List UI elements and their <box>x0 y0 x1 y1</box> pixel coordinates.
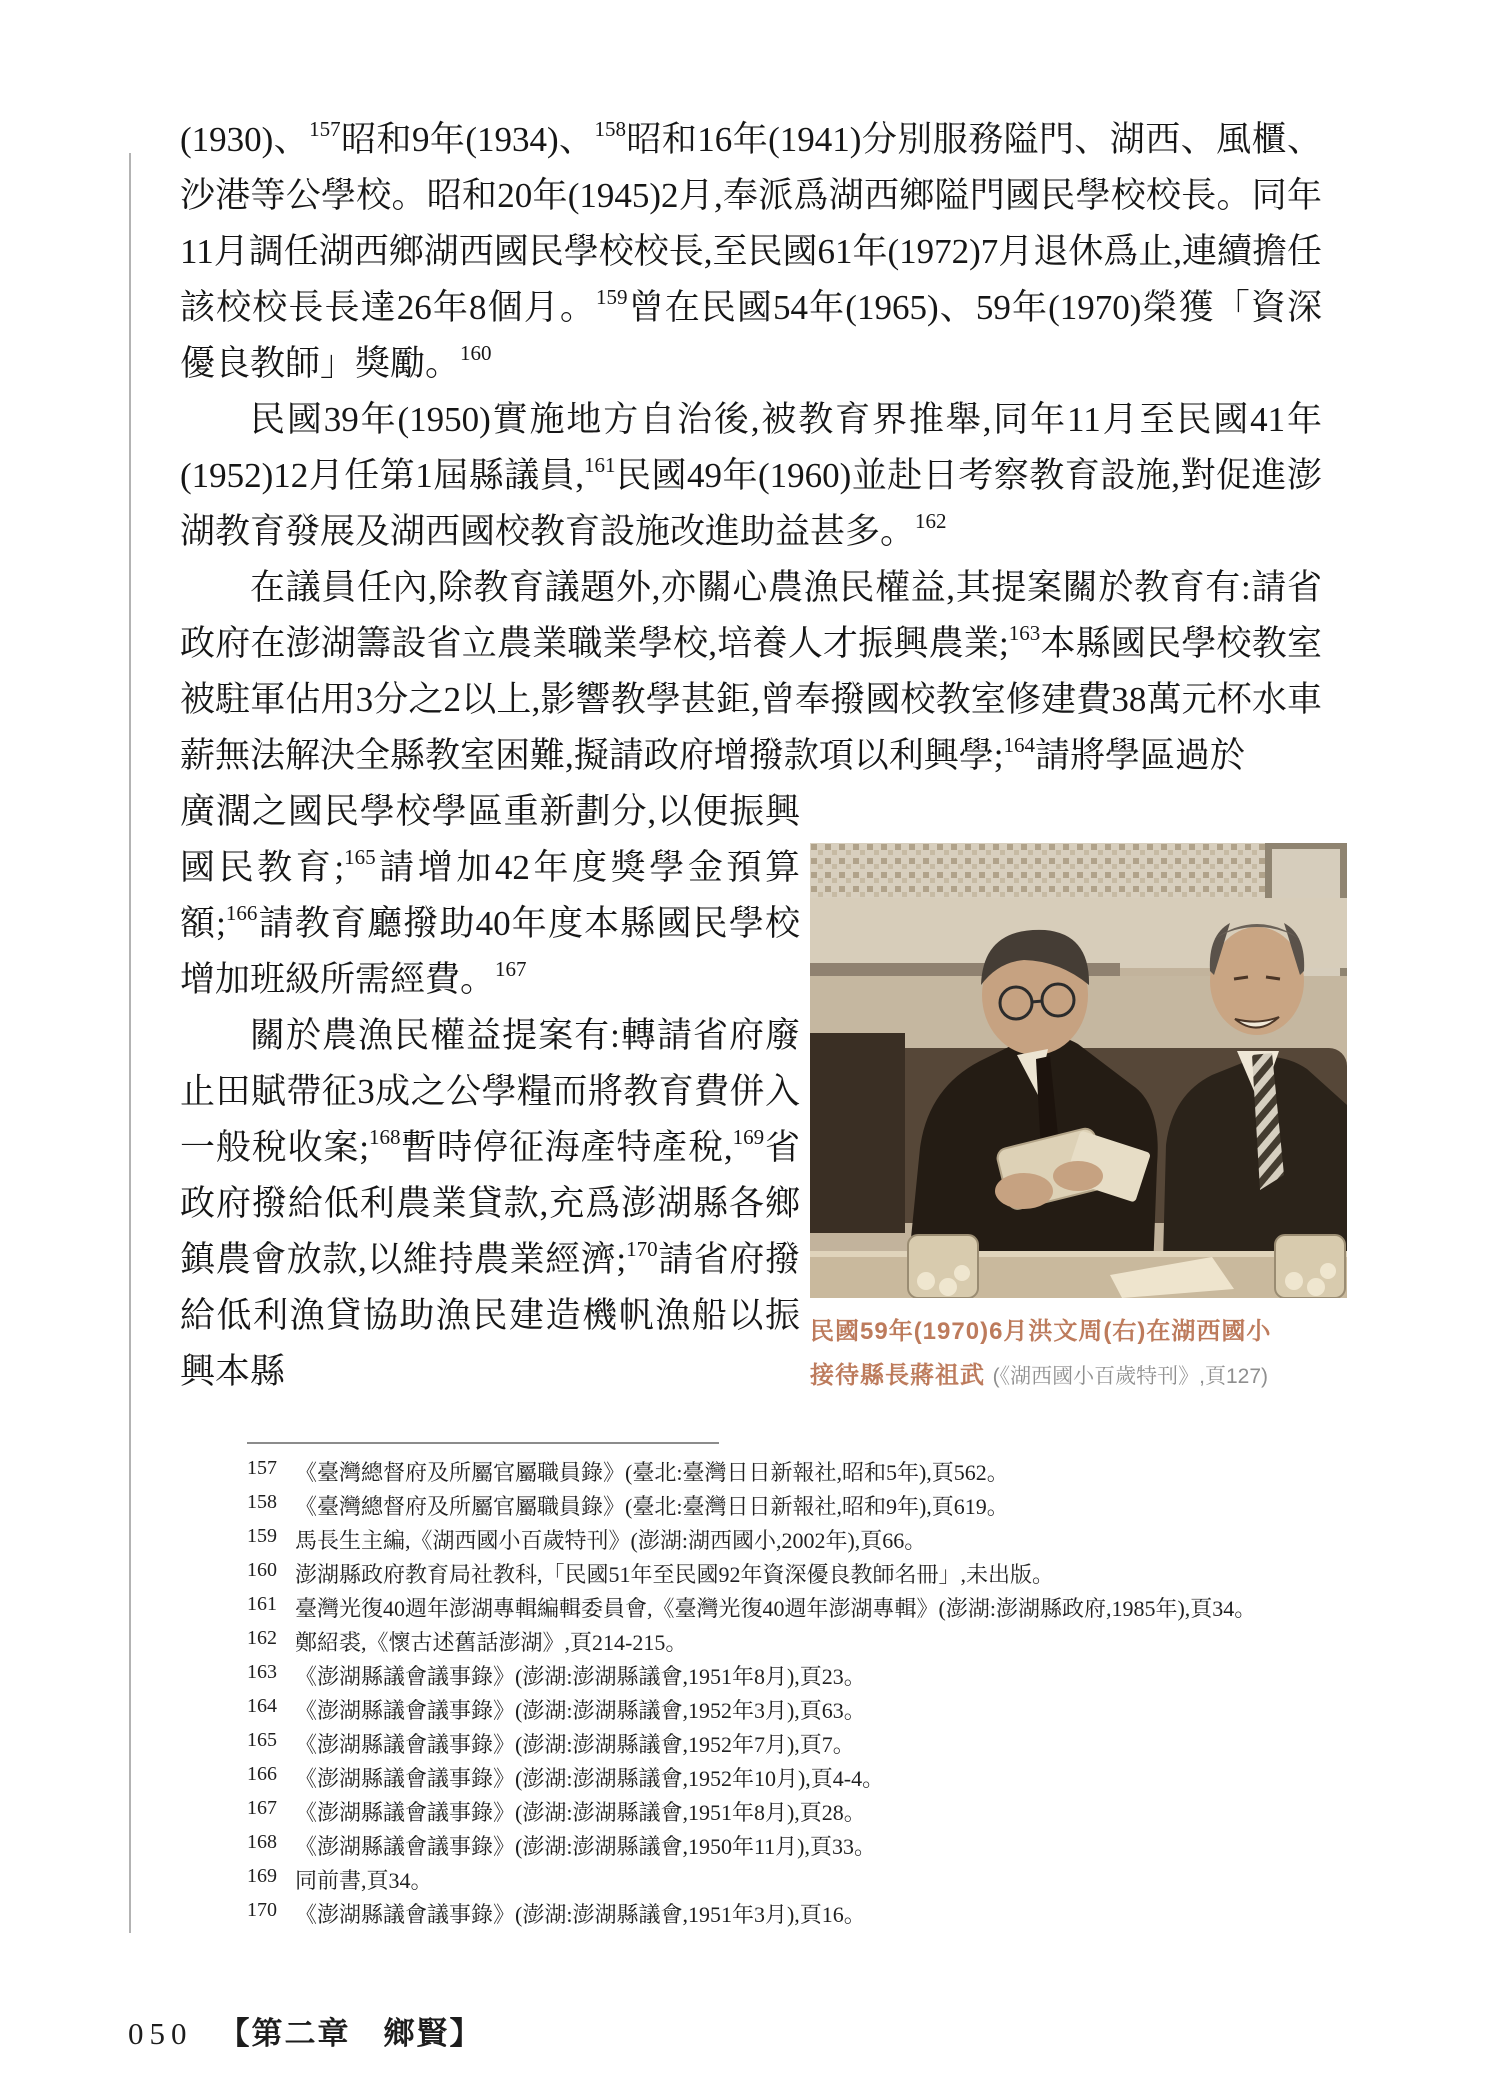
footnote-text: 《臺灣總督府及所屬官屬職員錄》(臺北:臺灣日日新報社,昭和9年),頁619。 <box>295 1494 1009 1519</box>
footnote-number: 158 <box>247 1491 277 1513</box>
footnote-number: 164 <box>247 1695 277 1717</box>
footnote-item <box>247 1490 1365 1524</box>
footnote-number: 166 <box>247 1763 277 1785</box>
footnote-number: 169 <box>247 1865 277 1887</box>
footnote-item <box>247 1694 1365 1728</box>
footnote-text: 《澎湖縣議會議事錄》(澎湖:澎湖縣議會,1952年7月),頁7。 <box>295 1732 855 1757</box>
page-number: 050 <box>128 2016 193 2051</box>
caption-source: (《湖西國小百歲特刊》,頁127) <box>992 1365 1269 1388</box>
text-run: 暫時停征海產特產稅, <box>400 1128 733 1167</box>
photo-caption <box>810 1310 1347 1399</box>
footnote-text: 《澎湖縣議會議事錄》(澎湖:澎湖縣議會,1952年10月),頁4-4。 <box>295 1766 885 1791</box>
footnote-number: 168 <box>247 1831 277 1853</box>
footnote-ref: 162 <box>915 509 947 534</box>
footnote-number: 160 <box>247 1559 277 1581</box>
footnote-ref: 157 <box>309 117 341 142</box>
text-run: 民國39年(1950)實施地方自治後,被教育界推舉,同年11月至民國41年(1952)12月任第1屆縣議員, <box>180 400 1322 495</box>
text-run: 民國49年(1960)並赴日考察教育設施,對促進澎湖教育發展及湖西國校教育設施改進助益甚多。 <box>180 456 1323 551</box>
footnote-item <box>247 1898 1365 1932</box>
footnote-item <box>247 1558 1365 1592</box>
sepia-photo <box>810 843 1347 1298</box>
paragraph-3-narrow <box>180 784 800 1008</box>
caption-line-2 <box>810 1354 1347 1399</box>
footnote-number: 170 <box>247 1899 277 1921</box>
footnote-ref: 164 <box>1003 733 1035 758</box>
footnote-number: 161 <box>247 1593 277 1615</box>
caption-line-2-main: 接待縣長蔣祖武 <box>810 1362 985 1389</box>
text-run: 請教育廳撥助40年度本縣國民學校增加班級所需經費。 <box>180 904 800 999</box>
footnote-item <box>247 1864 1365 1898</box>
left-margin-rule <box>129 153 131 1933</box>
footnote-text: 《澎湖縣議會議事錄》(澎湖:澎湖縣議會,1950年11月),頁33。 <box>295 1834 876 1859</box>
footnote-ref: 160 <box>460 341 492 366</box>
footnote-text: 《澎湖縣議會議事錄》(澎湖:澎湖縣議會,1952年3月),頁63。 <box>295 1698 866 1723</box>
text-run: 關於農漁民權益提案有:轉請省府廢止田賦帶征3成之公學糧而將教育費併入一般稅收案; <box>180 1016 800 1167</box>
footnote-number: 162 <box>247 1627 277 1649</box>
text-run: 廣濶之國民學校學區重新劃分,以便振興國民教育; <box>180 792 800 887</box>
text-run: 昭和16年(1941)分別服務隘門、湖西、風櫃、沙港等公學校。昭和20年(1945)2月,奉派爲湖西鄉隘門國民學校校長。同年11月調任湖西鄉湖西國民學校校長,至民國61年(1972)7月退休爲止,連續擔任該校校長長達26年8個月。 <box>180 120 1323 327</box>
footnote-item <box>247 1728 1365 1762</box>
text-run: 請省府撥給低利漁貸協助漁民建造機帆漁船以振興本縣 <box>180 1240 800 1391</box>
footnote-ref: 169 <box>732 1125 765 1150</box>
paragraph-4 <box>180 1008 800 1400</box>
footnote-ref: 166 <box>225 901 258 926</box>
footnote-separator <box>247 1442 719 1444</box>
footnote-item <box>247 1456 1365 1490</box>
footnote-item <box>247 1796 1365 1830</box>
footnote-ref: 170 <box>626 1237 658 1262</box>
text-run: 請增加42年度獎學金預算額; <box>180 848 800 943</box>
footnote-number: 163 <box>247 1661 277 1683</box>
paragraph-3-wide <box>180 560 1322 784</box>
footnote-text: 《臺灣總督府及所屬官屬職員錄》(臺北:臺灣日日新報社,昭和5年),頁562。 <box>295 1460 1009 1485</box>
footnote-item <box>247 1592 1365 1626</box>
footnote-ref: 168 <box>368 1125 401 1150</box>
text-run: 本縣國民學校教室被駐軍佔用3分之2以上,影響教學甚鉅,曾奉撥國校教室修建費38萬元杯水車薪無法解決全縣教室困難,擬請政府增撥款項以利興學; <box>180 624 1322 775</box>
footnote-item <box>247 1762 1365 1796</box>
glass-right <box>1275 1235 1345 1298</box>
footnote-text: 鄭紹裘,《懷古述舊話澎湖》,頁214-215。 <box>295 1630 688 1655</box>
footnote-item <box>247 1830 1365 1864</box>
footnote-ref: 158 <box>594 117 626 142</box>
paragraph-2 <box>180 392 1322 560</box>
chapter-title: 【第二章 鄉賢】 <box>218 2016 483 2051</box>
footnote-item <box>247 1524 1365 1558</box>
footnote-text: 馬長生主編,《湖西國小百歲特刊》(澎湖:湖西國小,2002年),頁66。 <box>295 1528 927 1553</box>
paragraph-1 <box>180 112 1322 392</box>
photo-figure <box>810 843 1347 1399</box>
page-footer <box>128 2008 483 2053</box>
text-run: 曾在民國54年(1965)、59年(1970)榮獲「資深優良教師」獎勵。 <box>180 288 1322 383</box>
footnote-text: 同前書,頁34。 <box>295 1868 433 1893</box>
footnote-number: 167 <box>247 1797 277 1819</box>
text-run: 省政府撥給低利農業貸款,充爲澎湖縣各鄉鎮農會放款,以維持農業經濟; <box>180 1128 800 1279</box>
footnote-text: 臺灣光復40週年澎湖專輯編輯委員會,《臺灣光復40週年澎湖專輯》(澎湖:澎湖縣政府,1985年),頁34。 <box>295 1596 1257 1621</box>
caption-line-1: 民國59年(1970)6月洪文周(右)在湖西國小 <box>810 1318 1272 1345</box>
text-run: 在議員任內,除教育議題外,亦關心農漁民權益,其提案關於教育有:請省政府在澎湖籌設省立農業職業學校,培養人才振興農業; <box>180 568 1322 663</box>
footnote-number: 165 <box>247 1729 277 1751</box>
footnotes <box>247 1456 1365 1932</box>
footnote-text: 《澎湖縣議會議事錄》(澎湖:澎湖縣議會,1951年3月),頁16。 <box>295 1902 866 1927</box>
text-run: (1930)、 <box>180 120 310 159</box>
text-run: 昭和9年(1934)、 <box>340 120 595 159</box>
footnote-item <box>247 1626 1365 1660</box>
footnote-number: 159 <box>247 1525 277 1547</box>
glass-left <box>908 1235 978 1298</box>
footnote-text: 澎湖縣政府教育局社教科,「民國51年至民國92年資深優良教師名冊」,未出版。 <box>295 1562 1055 1587</box>
footnote-number: 157 <box>247 1457 277 1479</box>
footnote-ref: 165 <box>344 845 376 870</box>
footnote-ref: 159 <box>595 285 628 310</box>
footnote-ref: 161 <box>584 453 616 478</box>
footnote-text: 《澎湖縣議會議事錄》(澎湖:澎湖縣議會,1951年8月),頁28。 <box>295 1800 866 1825</box>
text-run: 請將學區過於 <box>1034 736 1245 775</box>
footnote-text: 《澎湖縣議會議事錄》(澎湖:澎湖縣議會,1951年8月),頁23。 <box>295 1664 866 1689</box>
footnote-ref: 167 <box>495 957 527 982</box>
footnote-item <box>247 1660 1365 1694</box>
footnote-ref: 163 <box>1008 621 1041 646</box>
